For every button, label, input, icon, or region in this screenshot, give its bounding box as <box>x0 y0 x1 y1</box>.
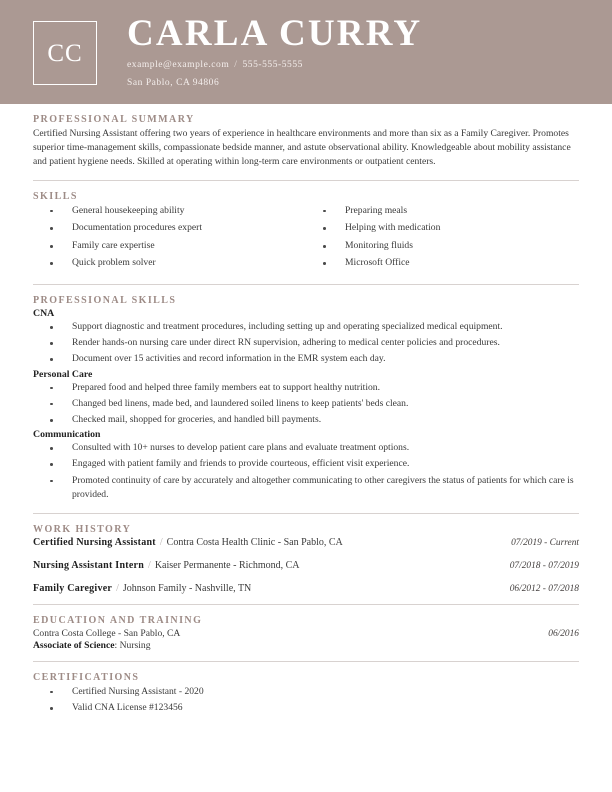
job-company: Contra Costa Health Clinic - San Pablo, CA <box>166 536 343 548</box>
job-headline <box>33 537 343 548</box>
education-entry <box>33 628 579 639</box>
job-dates: 07/2018 - 07/2019 <box>509 560 579 571</box>
list-item: Family care expertise <box>33 239 306 254</box>
list-item: Preparing meals <box>306 204 579 219</box>
candidate-name: CARLA CURRY <box>127 13 423 55</box>
section-title-certifications: CERTIFICATIONS <box>33 671 140 683</box>
work-history-entry <box>33 560 579 571</box>
monogram-badge <box>33 21 97 85</box>
education-degree-line <box>33 640 579 651</box>
list-item: Promoted continuity of care by accurately and altogether communicating to other caregivers the status of patients for which care is provided. <box>33 474 579 503</box>
professional-skills-group <box>33 429 579 502</box>
summary-paragraph: Certified Nursing Assistant offering two years of experience in healthcare environments and more than six as a Family Caregiver. Promotes superior time-management skills, compassionate bedside manner, and astute observational ability. Knowledgeable about mobility assistance and patient hygiene needs. Skilled at operating within long-term care environments or outpatient centers. <box>33 128 571 168</box>
section-title-work-history: WORK HISTORY <box>33 523 132 535</box>
list-item: Microsoft Office <box>306 256 579 271</box>
professional-skills-group <box>33 308 579 367</box>
job-title: Certified Nursing Assistant <box>33 536 156 548</box>
job-separator: / <box>116 582 119 594</box>
email-text: example@example.com <box>127 59 230 70</box>
group-list <box>33 381 579 428</box>
group-list <box>33 441 579 502</box>
section-title-skills: SKILLS <box>33 190 78 202</box>
list-item: Prepared food and helped three family members eat to support healthy nutrition. <box>33 381 579 396</box>
professional-skills-group <box>33 369 579 428</box>
contact-line-primary <box>127 59 422 72</box>
list-item: Certified Nursing Assistant - 2020 <box>33 685 579 700</box>
group-heading: Personal Care <box>33 368 93 380</box>
resume-body <box>0 104 612 715</box>
certifications-list <box>33 685 579 716</box>
job-separator: / <box>159 536 163 548</box>
job-headline <box>33 583 251 594</box>
group-heading: CNA <box>33 307 55 319</box>
header-text-block <box>127 13 422 91</box>
list-item: Support diagnostic and treatment procedures, including setting up and operating specialized medical equipment. <box>33 320 579 335</box>
list-item: General housekeeping ability <box>33 204 306 219</box>
education-school: Contra Costa College - San Pablo, CA <box>33 627 181 639</box>
list-item: Helping with medication <box>306 221 579 236</box>
job-title: Family Caregiver <box>33 582 113 594</box>
education-date: 06/2016 <box>548 628 579 639</box>
contact-separator: / <box>234 59 238 70</box>
skills-column-left <box>33 204 306 274</box>
section-work-history <box>33 514 579 594</box>
section-professional-summary <box>33 104 579 170</box>
monogram-initials: CC <box>47 39 83 67</box>
group-list <box>33 320 579 367</box>
list-item: Checked mail, shopped for groceries, and handled bill payments. <box>33 413 579 428</box>
skills-columns <box>33 204 579 274</box>
list-item: Consulted with 10+ nurses to develop patient care plans and evaluate treatment options. <box>33 441 579 456</box>
education-degree: Associate of Science <box>33 639 115 651</box>
section-title-professional-skills: PROFESSIONAL SKILLS <box>33 294 177 306</box>
work-history-entry <box>33 537 579 548</box>
education-degree-separator: : <box>114 639 120 651</box>
location-text: San Pablo, CA 94806 <box>127 78 220 89</box>
job-company: Johnson Family - Nashville, TN <box>122 582 252 594</box>
phone-text: 555-555-5555 <box>242 59 303 70</box>
list-item: Changed bed linens, made bed, and laundered soiled linens to keep patients' beds clean. <box>33 397 579 412</box>
resume-header <box>0 0 612 104</box>
group-heading: Communication <box>33 429 101 441</box>
list-item: Quick problem solver <box>33 256 306 271</box>
job-company: Kaiser Permanente - Richmond, CA <box>154 559 300 571</box>
section-skills <box>33 181 579 274</box>
job-dates: 06/2012 - 07/2018 <box>509 583 579 594</box>
section-education <box>33 605 579 651</box>
list-item: Document over 15 activities and record information in the EMR system each day. <box>33 352 579 367</box>
work-history-entry <box>33 583 579 594</box>
section-title-education: EDUCATION AND TRAINING <box>33 614 203 626</box>
list-item: Render hands-on nursing care under direct RN supervision, adhering to medical center policies and procedures. <box>33 336 579 351</box>
list-item: Engaged with patient family and friends to provide courteous, efficient visit experience. <box>33 457 579 472</box>
education-field: Nursing <box>119 639 151 651</box>
list-item: Monitoring fluids <box>306 239 579 254</box>
job-separator: / <box>148 559 151 571</box>
section-certifications <box>33 662 579 716</box>
section-professional-skills <box>33 285 579 503</box>
section-title-summary: PROFESSIONAL SUMMARY <box>33 114 195 125</box>
job-title: Nursing Assistant Intern <box>33 559 145 571</box>
list-item: Documentation procedures expert <box>33 221 306 236</box>
job-dates: 07/2019 - Current <box>511 537 579 548</box>
job-headline <box>33 560 300 571</box>
list-item: Valid CNA License #123456 <box>33 701 579 716</box>
skills-column-right <box>306 204 579 274</box>
